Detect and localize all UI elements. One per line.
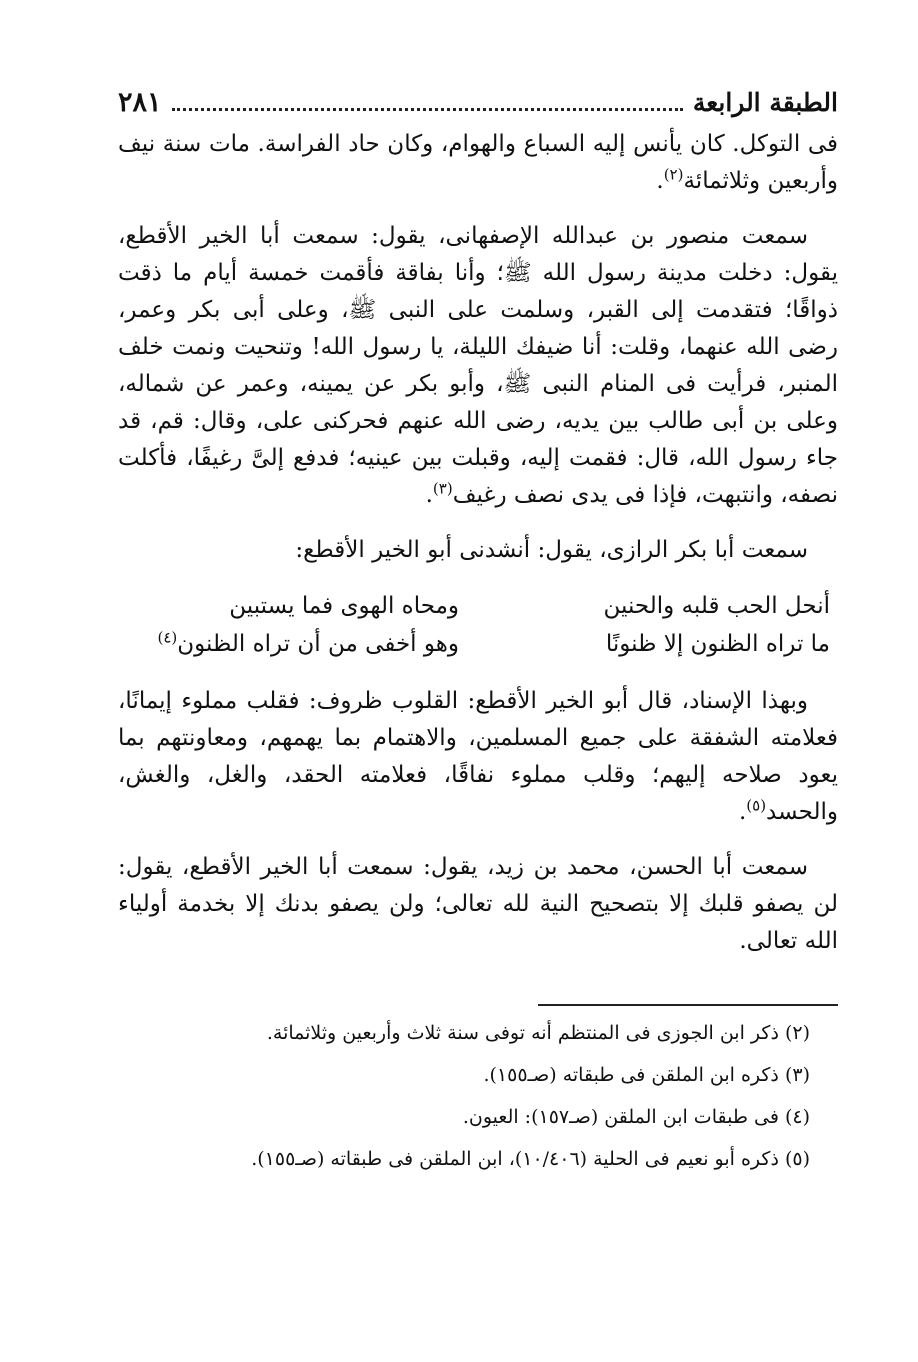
main-text	[118, 126, 838, 960]
footnote-ref: (٢)	[663, 165, 684, 184]
paragraph: فى التوكل. كان يأنس إليه السباع والهوام، وكان حاد الفراسة. مات سنة نيف وأربعين وثلاثمائة$^{(٢)}$.	[118, 131, 838, 194]
footnote-ref: (٣)	[432, 479, 453, 498]
footnote: (٥) ذكره أبو نعيم فى الحلية (١٠/٤٠٦)، ابن الملقن فى طبقاته (صـ١٥٥).	[251, 1148, 810, 1170]
footnote: (٢) ذكر ابن الجوزى فى المنتظم أنه توفى سنة ثلاث وأربعين وثلاثمائة.	[266, 1022, 810, 1044]
chapter-title: الطبقة الرابعة	[692, 88, 838, 117]
paragraph: سمعت منصور بن عبدالله الإصفهانى، يقول: سمعت أبا الخير الأقطع، يقول: دخلت مدينة رسول الله ﷺ؛ وأنا بفاقة فأقمت خمسة أيام ما ذقت ذواقًا؛ فتقدمت إلى القبر، وسلمت على النبى ﷺ، وعلى أبى بكر وعمر، رضى الله عنهما، وقلت: أنا ضيفك الليلة، يا رسول الله! وتنحيت ونمت خلف المنبر، فرأيت فى المنام النبى ﷺ، وأبو بكر عن يمينه، وعمر عن شماله، وعلى بن أبى طالب بين يديه، رضى الله عنهم فحركنى على، وقال: قم، قد جاء رسول الله، قال: فقمت إليه، وقبلت بين عينيه؛ فدفع إلىَّ رغيفًا، فأكلت نصفه، وانتبهت، فإذا فى يدى نصف رغيف$^{(٣)}$.	[118, 223, 838, 508]
page-number: ٢٨١	[118, 87, 162, 118]
footnote: (٣) ذكره ابن الملقن فى طبقاته (صـ١٥٥).	[483, 1064, 810, 1086]
poem	[118, 587, 838, 663]
footnotes	[118, 1016, 838, 1176]
footnote-ref: (٤)	[157, 628, 178, 647]
verse-first-hemistich: ما تراه الظنون إلا ظنونًا	[605, 631, 830, 657]
dot-leader	[172, 108, 683, 111]
verse-first-hemistich: أنحل الحب قلبه والحنين	[603, 593, 830, 619]
paragraph: وبهذا الإسناد، قال أبو الخير الأقطع: القلوب ظروف: فقلب مملوء إيمانًا، فعلامته الشفقة على جميع المسلمين، والاهتمام بما يهمهم، ومعاونتهم بما يعود صلاحه إليهم؛ وقلب مملوء نفاقًا، فعلامته الحقد، والغل، والغش، والحسد$^{(٥)}$.	[118, 688, 838, 825]
footnote-ref: (٥)	[746, 796, 767, 815]
poem-verse	[118, 587, 838, 625]
verse-second-hemistich: ومحاه الهوى فما يستبين	[229, 593, 459, 619]
paragraph: سمعت أبا الحسن، محمد بن زيد، يقول: سمعت أبا الخير الأقطع، يقول: لن يصفو قلبك إلا بتصحيح النية لله تعالى؛ ولن يصفو بدنك إلا بخدمة أولياء الله تعالى.	[118, 854, 838, 954]
paragraph: سمعت أبا بكر الرازى، يقول: أنشدنى أبو الخير الأقطع:	[295, 537, 808, 563]
verse-second-hemistich: وهو أخفى من أن تراه الظنون$^{(٤)}$	[157, 628, 459, 657]
footnote-separator	[538, 1004, 838, 1006]
poem-verse	[118, 625, 838, 663]
running-header	[118, 86, 838, 126]
footnote: (٤) فى طبقات ابن الملقن (صـ١٥٧): العيون.	[462, 1106, 810, 1128]
